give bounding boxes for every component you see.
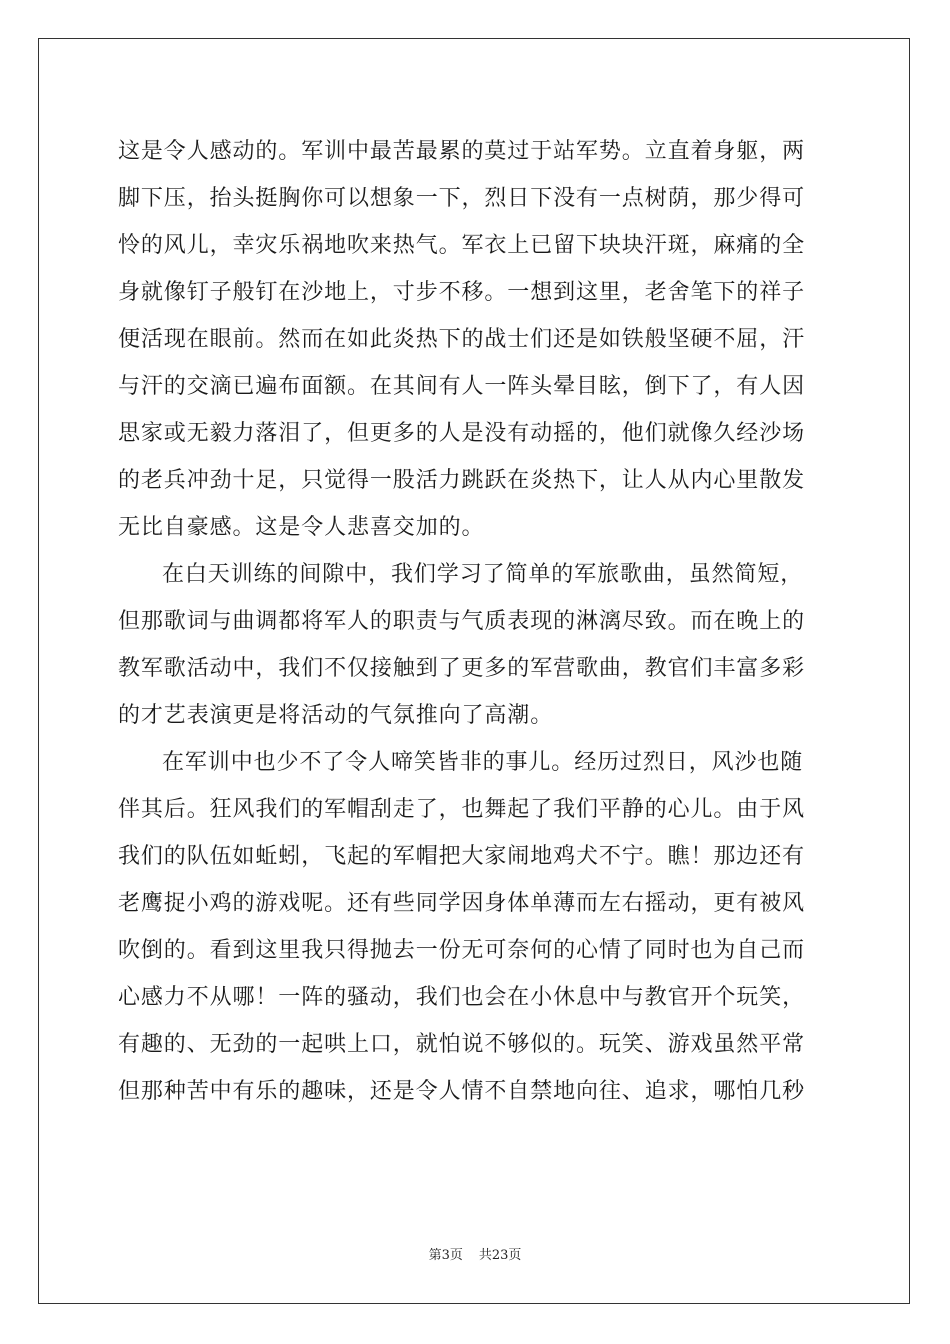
text-line: 有趣的、无劲的一起哄上口，就怕说不够似的。玩笑、游戏虽然平常	[118, 1032, 806, 1057]
text-line: 吹倒的。看到这里我只得抛去一份无可奈何的心情了同时也为自己而	[118, 938, 806, 963]
text-line: 怜的风儿，幸灾乐祸地吹来热气。军衣上已留下块块汗斑，麻痛的全	[118, 233, 806, 258]
paragraph-start-line: 在白天训练的间隙中，我们学习了简单的军旅歌曲，虽然简短，	[162, 562, 804, 587]
text-line: 身就像钉子般钉在沙地上，寸步不移。一想到这里，老舍笔下的祥子	[118, 280, 806, 305]
text-line: 脚下压，抬头挺胸你可以想象一下，烈日下没有一点树荫，那少得可	[118, 186, 806, 211]
text-line: 的才艺表演更是将活动的气氛推向了高潮。	[118, 703, 554, 728]
text-line: 心感力不从哪！一阵的骚动，我们也会在小休息中与教官开个玩笑，	[118, 985, 806, 1010]
text-line: 伴其后。狂风我们的军帽刮走了，也舞起了我们平静的心儿。由于风	[118, 797, 806, 822]
document-body	[118, 128, 832, 1115]
text-line: 与汗的交滴已遍布面额。在其间有人一阵头晕目眩，倒下了，有人因	[118, 374, 806, 399]
text-line: 我们的队伍如蚯蚓，飞起的军帽把大家闹地鸡犬不宁。瞧！那边还有	[118, 844, 806, 869]
text-line: 但那歌词与曲调都将军人的职责与气质表现的淋漓尽致。而在晚上的	[118, 609, 806, 634]
text-line: 思家或无毅力落泪了，但更多的人是没有动摇的，他们就像久经沙场	[118, 421, 806, 446]
current-page-number: 第3页	[428, 1248, 463, 1263]
text-line: 无比自豪感。这是令人悲喜交加的。	[118, 515, 485, 540]
text-line: 的老兵冲劲十足，只觉得一股活力跳跃在炎热下，让人从内心里散发	[118, 468, 806, 493]
text-line: 老鹰捉小鸡的游戏呢。还有些同学因身体单薄而左右摇动，更有被风	[118, 891, 806, 916]
text-line: 但那种苦中有乐的趣味，还是令人情不自禁地向往、追求，哪怕几秒	[118, 1079, 806, 1104]
text-line: 便活现在眼前。然而在如此炎热下的战士们还是如铁般坚硬不屈，汗	[118, 327, 806, 352]
page-footer	[0, 1244, 950, 1263]
paragraph-start-line: 在军训中也少不了令人啼笑皆非的事儿。经历过烈日，风沙也随	[162, 750, 804, 775]
text-line: 这是令人感动的。军训中最苦最累的莫过于站军势。立直着身躯，两	[118, 139, 806, 164]
text-line: 教军歌活动中，我们不仅接触到了更多的军营歌曲，教官们丰富多彩	[118, 656, 806, 681]
total-pages: 共23页	[478, 1248, 522, 1263]
